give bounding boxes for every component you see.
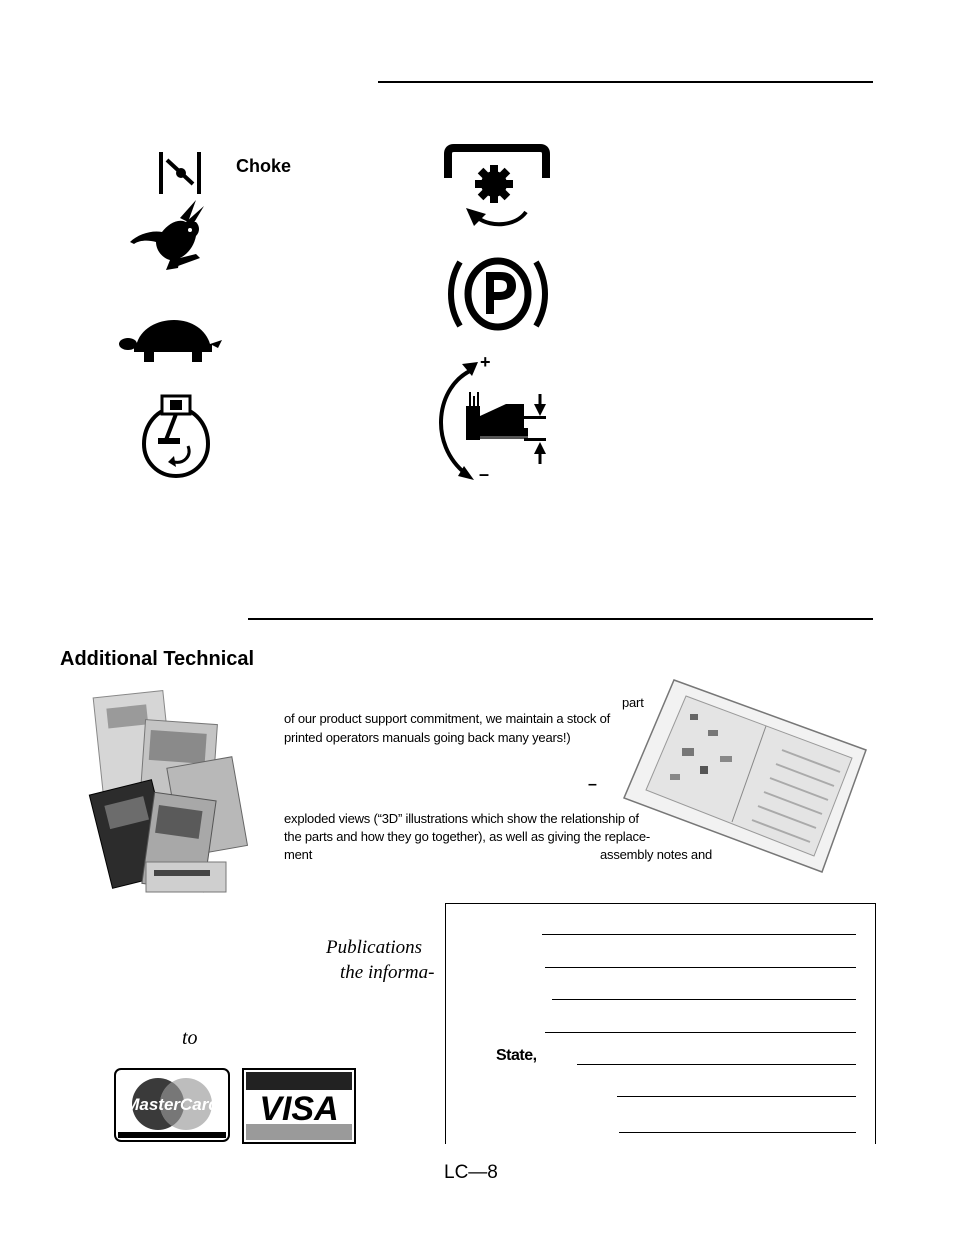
informa-word: the informa- — [340, 962, 435, 983]
engine-start-icon — [140, 390, 212, 480]
choke-icon — [155, 150, 205, 196]
form-field-line-5[interactable] — [577, 1064, 856, 1065]
form-field-line-4[interactable] — [545, 1032, 856, 1033]
order-form-box — [445, 903, 876, 1144]
choke-label: Choke — [236, 156, 292, 176]
text-line-parts: the parts and how they go together), as well as giving the replace- — [284, 829, 650, 844]
exploded-view-manual-image — [616, 678, 868, 874]
text-line-printed: printed operators manuals going back many years!) — [284, 730, 571, 745]
height-plus-label: + — [480, 352, 491, 372]
mastercard-text: MasterCard — [125, 1095, 219, 1114]
top-rule — [378, 81, 873, 83]
text-line-support: of our product support commitment, we maintain a stock of — [284, 711, 611, 726]
form-field-line-1[interactable] — [542, 934, 856, 935]
form-field-line-7[interactable] — [619, 1132, 856, 1133]
to-word: to — [182, 1027, 198, 1049]
text-line-part: part — [622, 695, 644, 710]
form-field-line-3[interactable] — [552, 999, 856, 1000]
page-number: LC—8 — [444, 1162, 498, 1183]
rabbit-fast-icon — [126, 196, 212, 276]
manuals-stack-image — [88, 686, 244, 900]
mastercard-logo — [114, 1068, 230, 1142]
text-line-dash: – — [588, 776, 597, 793]
publications-word: Publications — [326, 937, 423, 958]
visa-logo — [242, 1068, 356, 1144]
visa-text: VISA — [259, 1090, 339, 1128]
state-label: State, — [496, 1047, 537, 1064]
turtle-slow-icon — [118, 318, 222, 366]
form-field-line-6[interactable] — [617, 1096, 856, 1097]
text-line-ment: ment — [284, 847, 313, 862]
height-minus-label: – — [479, 464, 490, 484]
pto-gear-icon — [442, 144, 552, 232]
section-rule — [248, 618, 873, 620]
section-title: Additional Technical — [60, 648, 255, 670]
text-line-assembly: assembly notes and — [600, 847, 713, 862]
form-field-line-2[interactable] — [545, 967, 856, 968]
parking-brake-icon — [452, 256, 544, 332]
text-line-exploded: exploded views (“3D” illustrations which show the relationship of — [284, 811, 639, 826]
